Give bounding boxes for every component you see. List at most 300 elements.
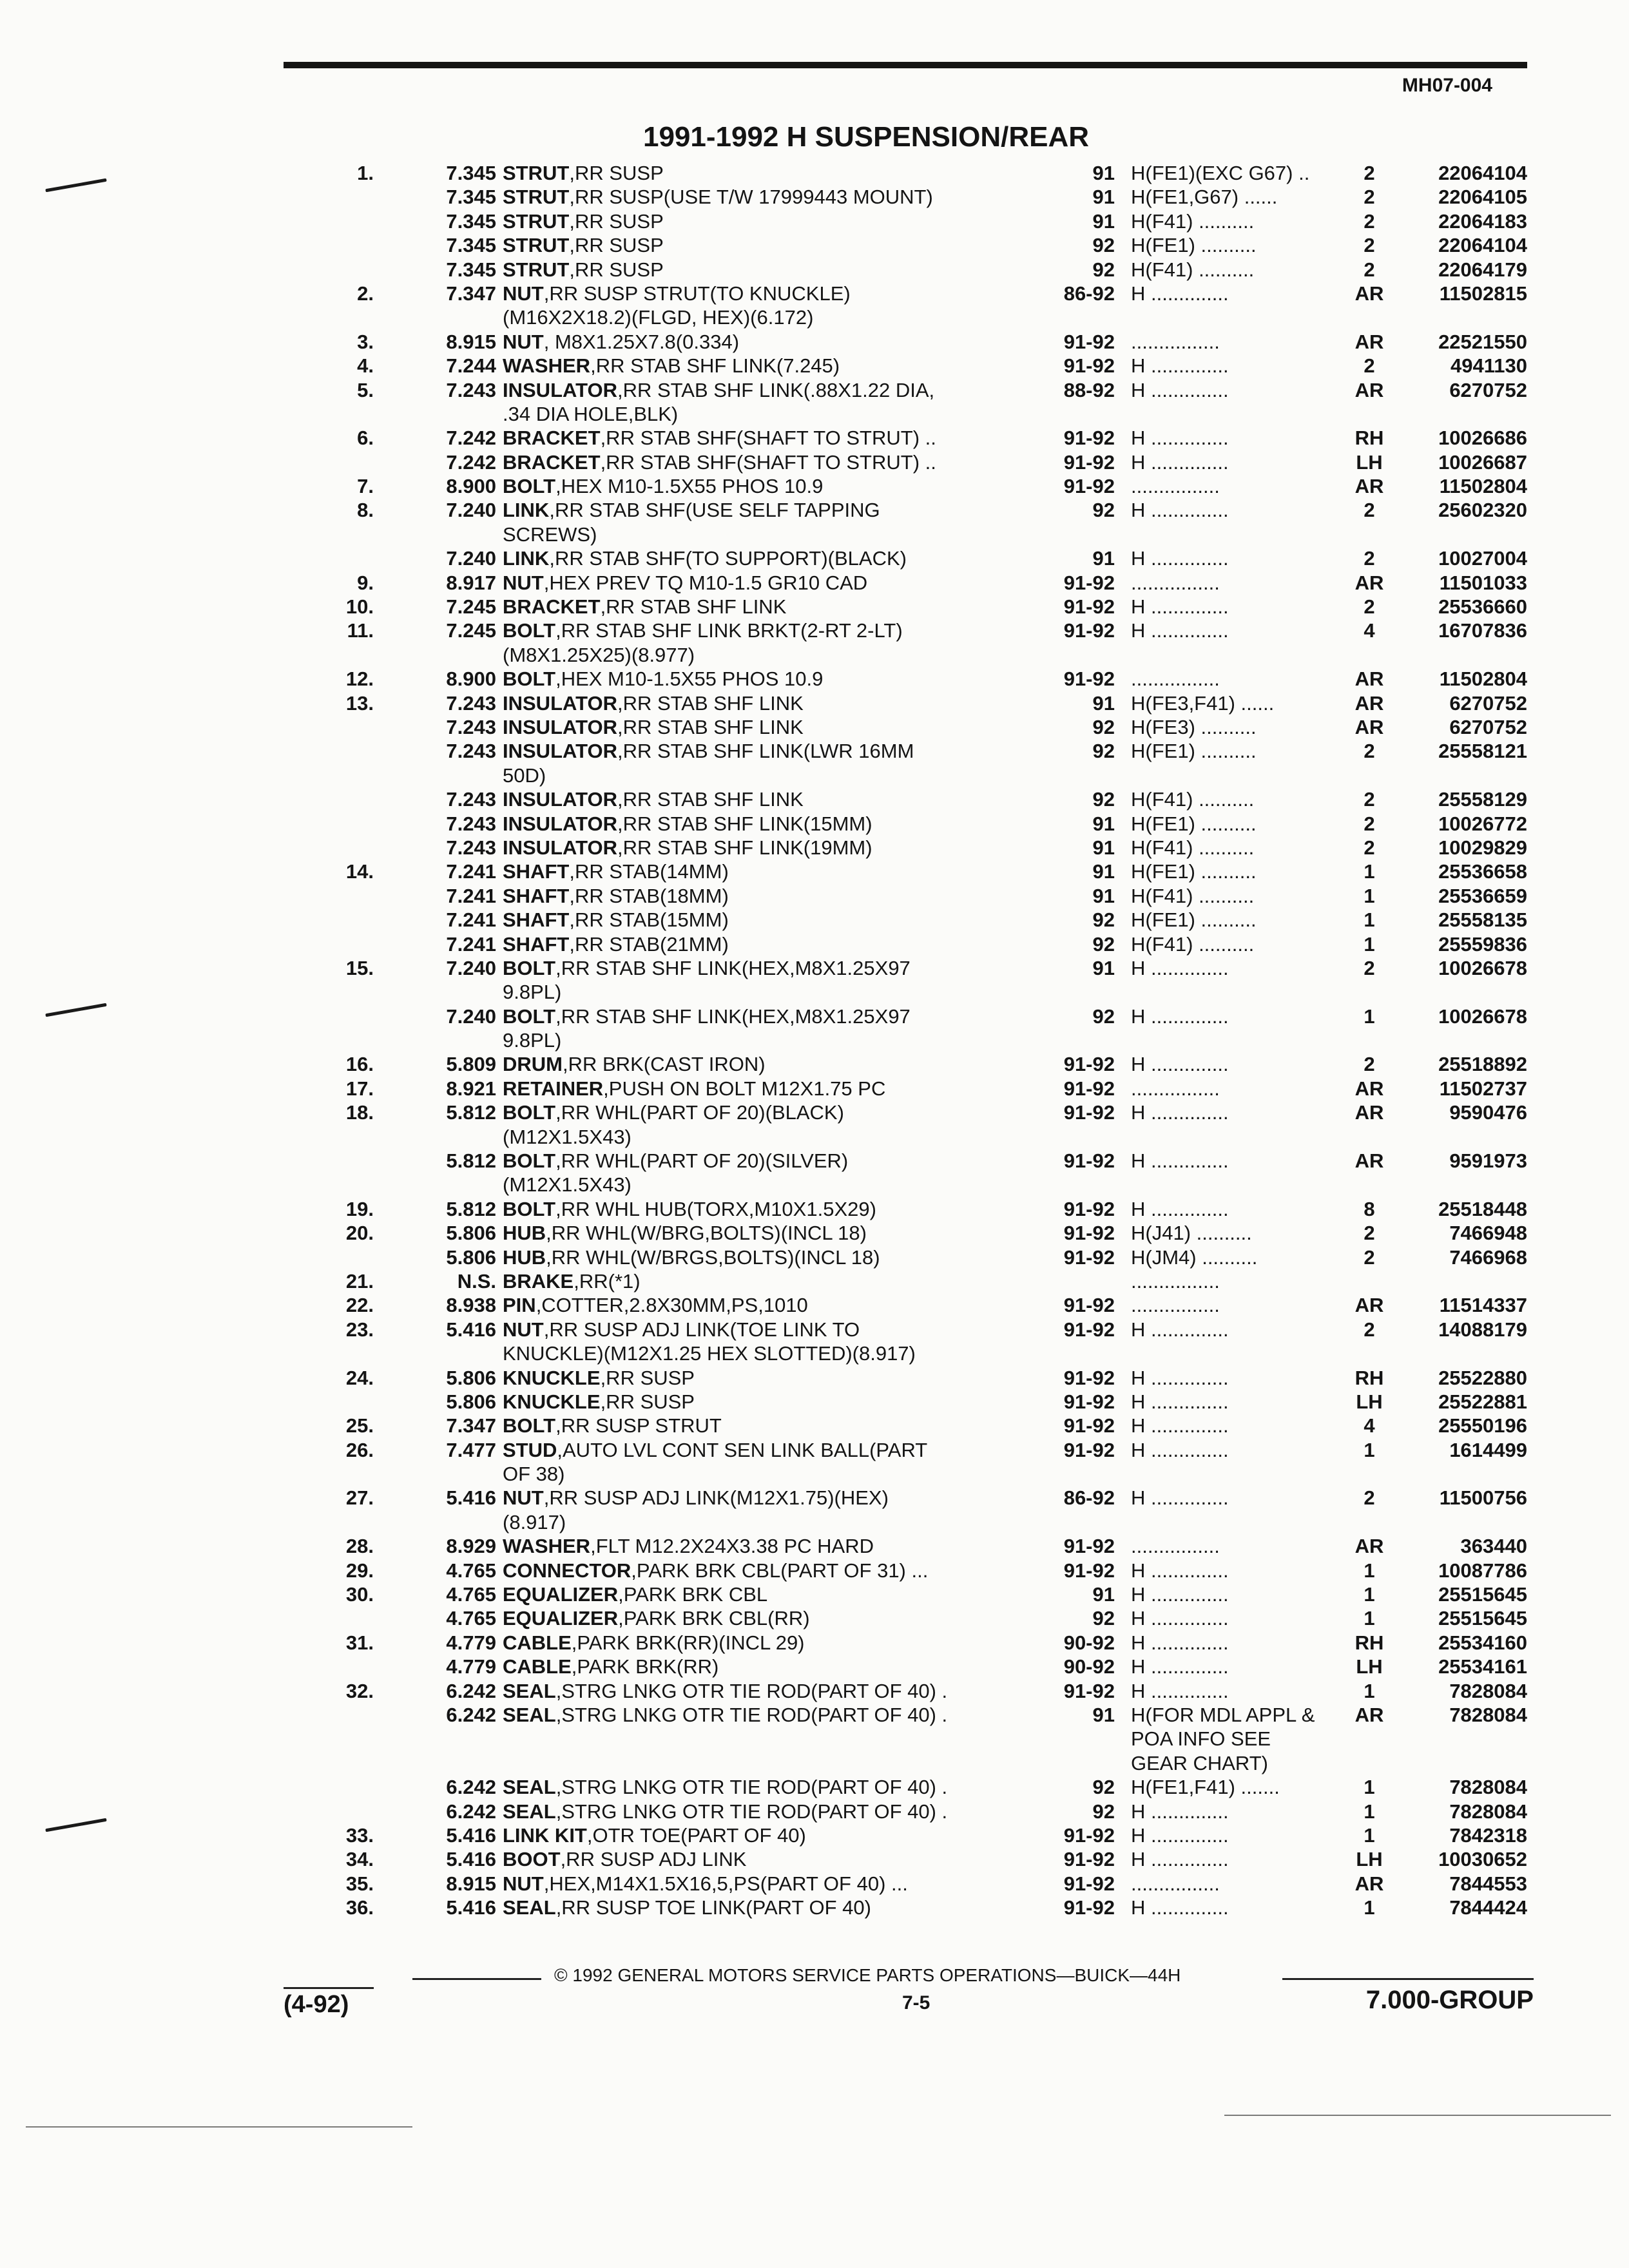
quantity: 2 [1364, 812, 1375, 835]
table-row [309, 1052, 1540, 1076]
footer-copyright: © 1992 GENERAL MOTORS SERVICE PARTS OPERATIONS—BUICK—44H [554, 1965, 1181, 1985]
quantity: AR [1354, 1077, 1384, 1100]
part-detail: ,RR STAB SHF(SHAFT TO STRUT) .. [600, 450, 936, 474]
table-row [309, 1606, 1540, 1630]
part-name: KNUCKLE [503, 1390, 601, 1413]
group-number: 4.765 [446, 1607, 496, 1630]
quantity: 2 [1364, 547, 1375, 570]
group-number: 7.244 [446, 354, 496, 378]
model-year: 91-92 [1063, 619, 1115, 642]
part-name: HUB [503, 1222, 546, 1245]
part-detail: ,RR STAB(15MM) [569, 908, 729, 932]
part-number: 10087786 [1438, 1559, 1527, 1582]
series: H(FE1,G67) ...... [1131, 186, 1278, 209]
table-row [309, 1510, 1540, 1534]
part-detail: ,RR SUSP [600, 1366, 695, 1389]
quantity: 4 [1364, 1414, 1375, 1437]
part-name: STRUT [503, 234, 570, 257]
quantity: 1 [1364, 1607, 1375, 1630]
footer-date: (4-92) [284, 1991, 349, 2018]
table-row [309, 1004, 1540, 1028]
group-number: 4.765 [446, 1559, 496, 1582]
part-number: 22521550 [1438, 330, 1527, 353]
quantity: 2 [1364, 595, 1375, 619]
series: H(JM4) .......... [1131, 1245, 1258, 1269]
description [503, 764, 1153, 787]
part-detail: ,RR WHL(PART OF 20)(BLACK) [555, 1101, 844, 1124]
group-number: 7.477 [446, 1438, 496, 1461]
part-name: NUT [503, 282, 544, 305]
description [503, 1173, 1153, 1196]
group-number: 7.345 [446, 162, 496, 184]
table-row [309, 1582, 1540, 1606]
ref-number: 34. [345, 1848, 374, 1871]
part-name: INSULATOR [503, 788, 617, 811]
ref-number: 33. [345, 1823, 374, 1847]
part-detail: (8.917) [503, 1510, 566, 1533]
table-row [309, 161, 1540, 185]
series: H .............. [1131, 956, 1229, 979]
model-year: 91 [1092, 209, 1115, 233]
part-detail: ,RR SUSP [569, 258, 664, 281]
ref-number: 28. [345, 1535, 374, 1558]
table-row [309, 1028, 1540, 1052]
series: ................ [1131, 1077, 1220, 1100]
part-name: BOLT [503, 1414, 556, 1437]
ref-number: 3. [357, 330, 374, 353]
part-number: 22064183 [1438, 209, 1527, 233]
part-number: 7842318 [1449, 1823, 1527, 1847]
part-name: STUD [503, 1438, 557, 1461]
ref-number: 19. [345, 1197, 374, 1220]
part-detail: ,RR STAB SHF LINK [617, 788, 804, 811]
series: H .............. [1131, 1896, 1229, 1919]
table-row [309, 426, 1540, 450]
series: H .............. [1131, 499, 1229, 522]
quantity: AR [1354, 691, 1384, 715]
quantity: 1 [1364, 1896, 1375, 1919]
quantity: 1 [1364, 1583, 1375, 1606]
model-year: 91-92 [1063, 1679, 1115, 1702]
series: H .............. [1131, 1149, 1229, 1173]
table-row [309, 209, 1540, 233]
part-number: 11500756 [1439, 1486, 1527, 1510]
ref-number: 36. [345, 1896, 374, 1919]
description [503, 1510, 1153, 1534]
quantity: AR [1354, 1704, 1384, 1726]
part-name: NUT [503, 1486, 544, 1510]
series: H .............. [1131, 1366, 1229, 1389]
table-row [309, 884, 1540, 908]
quantity: 2 [1364, 788, 1375, 811]
quantity: 8 [1364, 1197, 1375, 1220]
part-number: 25602320 [1438, 499, 1527, 522]
table-row [309, 354, 1540, 378]
table-row [309, 1414, 1540, 1437]
part-detail: ,RR STAB(21MM) [569, 932, 729, 956]
group-number: 7.345 [446, 234, 496, 257]
series: H .............. [1131, 1823, 1229, 1847]
description [503, 1341, 1153, 1365]
part-name: STRUT [503, 162, 570, 184]
series: ................ [1131, 1269, 1220, 1293]
group-number: N.S. [457, 1269, 496, 1293]
series: H(FOR MDL APPL & [1131, 1704, 1315, 1726]
quantity: AR [1354, 571, 1384, 594]
part-name: BOLT [503, 1149, 556, 1173]
ref-number: 18. [345, 1101, 374, 1124]
series: H .............. [1131, 1414, 1229, 1437]
description [503, 1462, 1153, 1486]
part-name: PIN [503, 1294, 536, 1317]
model-year: 91-92 [1063, 1294, 1115, 1317]
part-detail: KNUCKLE)(M12X1.25 HEX SLOTTED)(8.917) [503, 1342, 916, 1365]
part-detail: ,PARK BRK(RR)(INCL 29) [571, 1631, 805, 1654]
table-row [309, 1125, 1540, 1149]
series: H .............. [1131, 1053, 1229, 1076]
part-name: SHAFT [503, 932, 570, 956]
table-row [309, 305, 1540, 329]
part-detail: ,HEX PREV TQ M10-1.5 GR10 CAD [543, 571, 868, 594]
part-detail: ,HEX M10-1.5X55 PHOS 10.9 [555, 668, 824, 691]
quantity: 2 [1364, 186, 1375, 209]
table-row [309, 571, 1540, 595]
ref-number: 31. [345, 1631, 374, 1654]
scan-line [26, 2126, 412, 2128]
model-year: 91 [1092, 956, 1115, 979]
model-year: 91 [1092, 836, 1115, 859]
part-name: INSULATOR [503, 691, 617, 715]
part-number: 14088179 [1438, 1318, 1527, 1341]
ref-number: 1. [357, 162, 374, 184]
quantity: LH [1356, 450, 1383, 474]
part-number: 16707836 [1438, 619, 1527, 642]
ref-number: 2. [357, 282, 374, 305]
quantity: LH [1356, 1848, 1383, 1871]
group-number: 5.809 [446, 1053, 496, 1076]
group-number: 7.243 [446, 812, 496, 835]
series: H(J41) .......... [1131, 1222, 1252, 1245]
group-number: 4.779 [446, 1631, 496, 1654]
series: H(F41) .......... [1131, 884, 1255, 907]
series: H .............. [1131, 354, 1229, 378]
part-detail: ,RR STAB SHF LINK(15MM) [617, 812, 872, 835]
table-row [309, 691, 1540, 715]
group-number: 5.416 [446, 1848, 496, 1871]
table-row [309, 1100, 1540, 1124]
model-year: 91 [1092, 186, 1115, 209]
part-number: 10027004 [1438, 547, 1527, 570]
model-year: 92 [1092, 1607, 1115, 1630]
model-year: 91-92 [1063, 595, 1115, 619]
model-year: 91-92 [1063, 1559, 1115, 1582]
part-name: BRACKET [503, 595, 601, 619]
table-row [309, 836, 1540, 860]
model-year: 91-92 [1063, 354, 1115, 378]
margin-mark [45, 1003, 106, 1017]
series: ................ [1131, 1294, 1220, 1317]
quantity: 2 [1364, 499, 1375, 522]
table-row [309, 1679, 1540, 1703]
scan-line [1224, 2115, 1611, 2116]
quantity: AR [1354, 1294, 1384, 1317]
quantity: AR [1354, 1535, 1384, 1558]
part-detail: ,RR STAB SHF(USE SELF TAPPING [549, 499, 880, 522]
part-name: INSULATOR [503, 740, 617, 763]
table-row [309, 643, 1540, 667]
part-detail: (M12X1.5X43) [503, 1125, 631, 1148]
model-year: 91 [1092, 812, 1115, 835]
group-number: 7.242 [446, 427, 496, 450]
part-name: CABLE [503, 1655, 572, 1678]
series: H .............. [1131, 378, 1229, 401]
part-name: INSULATOR [503, 836, 617, 859]
part-detail: ,RR WHL(W/BRGS,BOLTS)(INCL 18) [546, 1245, 880, 1269]
part-number: 22064104 [1438, 234, 1527, 257]
series: ................ [1131, 1872, 1220, 1895]
model-year: 90-92 [1063, 1655, 1115, 1678]
quantity: 1 [1364, 1438, 1375, 1461]
quantity: RH [1354, 427, 1384, 450]
part-detail: ,RR STAB SHF LINK(HEX,M8X1.25X97 [555, 1004, 911, 1028]
series: H(F41) .......... [1131, 932, 1255, 956]
margin-mark [45, 1818, 106, 1832]
part-name: BOLT [503, 619, 556, 642]
group-number: 6.242 [446, 1776, 496, 1799]
model-year: 91 [1092, 162, 1115, 184]
part-name: NUT [503, 330, 544, 353]
group-number: 6.242 [446, 1704, 496, 1726]
table-row [309, 1197, 1540, 1221]
series: H .............. [1131, 1679, 1229, 1702]
table-row [309, 1775, 1540, 1799]
description [503, 1125, 1153, 1149]
model-year: 91-92 [1063, 571, 1115, 594]
series: H(FE1) .......... [1131, 860, 1257, 883]
group-number: 8.929 [446, 1535, 496, 1558]
model-year: 91 [1092, 1583, 1115, 1606]
part-name: BOLT [503, 956, 556, 979]
ref-number: 14. [345, 860, 374, 883]
part-number: 7828084 [1449, 1776, 1527, 1799]
quantity: 2 [1364, 1222, 1375, 1245]
part-number: 11502804 [1439, 668, 1527, 691]
model-year: 91 [1092, 547, 1115, 570]
model-year: 86-92 [1063, 282, 1115, 305]
part-number: 10030652 [1438, 1848, 1527, 1871]
part-name: WASHER [503, 1535, 591, 1558]
part-detail: ,HEX M10-1.5X55 PHOS 10.9 [555, 475, 824, 498]
group-number: 7.345 [446, 186, 496, 209]
quantity: AR [1354, 1872, 1384, 1895]
table-row [309, 498, 1540, 522]
part-name: EQUALIZER [503, 1583, 619, 1606]
part-number: 25536660 [1438, 595, 1527, 619]
part-name: INSULATOR [503, 715, 617, 738]
part-number: 11514337 [1439, 1294, 1527, 1317]
group-number: 7.240 [446, 956, 496, 979]
group-number: 7.241 [446, 884, 496, 907]
group-number: 7.347 [446, 282, 496, 305]
group-number: 5.806 [446, 1366, 496, 1389]
group-number: 5.416 [446, 1896, 496, 1919]
quantity: LH [1356, 1390, 1383, 1413]
part-detail: ,RR STAB SHF LINK [617, 691, 804, 715]
series: H(F41) .......... [1131, 209, 1255, 233]
table-row [309, 787, 1540, 811]
group-number: 5.806 [446, 1390, 496, 1413]
model-year: 91-92 [1063, 1414, 1115, 1437]
ref-number: 35. [345, 1872, 374, 1895]
footer-rule-left [412, 1978, 541, 1980]
table-row [309, 330, 1540, 354]
part-number: 25522881 [1438, 1390, 1527, 1413]
description [503, 1028, 1153, 1052]
model-year: 91-92 [1063, 1848, 1115, 1871]
model-year: 91-92 [1063, 427, 1115, 450]
description [503, 980, 1153, 1004]
model-year: 91-92 [1063, 330, 1115, 353]
series: H(FE1) .......... [1131, 740, 1257, 763]
quantity: 2 [1364, 354, 1375, 378]
model-year: 92 [1092, 1776, 1115, 1799]
part-number: 6270752 [1449, 378, 1527, 401]
group-number: 7.345 [446, 209, 496, 233]
model-year: 91-92 [1063, 1101, 1115, 1124]
model-year: 92 [1092, 932, 1115, 956]
ref-number: 22. [345, 1294, 374, 1317]
part-detail: ,STRG LNKG OTR TIE ROD(PART OF 40) . [555, 1679, 948, 1702]
series: H(F41) .......... [1131, 836, 1255, 859]
ref-number: 15. [345, 956, 374, 979]
part-detail: ,STRG LNKG OTR TIE ROD(PART OF 40) . [555, 1800, 948, 1823]
part-detail: ,HEX,M14X1.5X16,5,PS(PART OF 40) ... [543, 1872, 908, 1895]
part-detail: ,FLT M12.2X24X3.38 PC HARD [590, 1535, 874, 1558]
quantity: 4 [1364, 619, 1375, 642]
quantity: AR [1354, 330, 1384, 353]
part-name: NUT [503, 1872, 544, 1895]
group-number: 6.242 [446, 1800, 496, 1823]
quantity: 1 [1364, 860, 1375, 883]
part-detail: ,OTR TOE(PART OF 40) [586, 1823, 806, 1847]
group-number: 7.241 [446, 908, 496, 932]
model-year: 91-92 [1063, 1197, 1115, 1220]
part-number: 10026678 [1438, 1004, 1527, 1028]
quantity: AR [1354, 668, 1384, 691]
table-row [309, 402, 1540, 426]
part-detail: ,RR SUSP(USE T/W 17999443 MOUNT) [569, 186, 933, 209]
margin-mark [45, 178, 106, 193]
ref-number: 25. [345, 1414, 374, 1437]
group-number: 5.812 [446, 1149, 496, 1173]
ref-number: 27. [345, 1486, 374, 1510]
part-detail: ,PUSH ON BOLT M12X1.75 PC [603, 1077, 886, 1100]
quantity: 2 [1364, 956, 1375, 979]
group-number: 7.245 [446, 619, 496, 642]
part-number: 25534160 [1438, 1631, 1527, 1654]
group-number: 7.347 [446, 1414, 496, 1437]
quantity: 2 [1364, 1053, 1375, 1076]
quantity: 2 [1364, 258, 1375, 281]
part-number: 11502815 [1439, 282, 1527, 305]
table-row [309, 739, 1540, 763]
part-name: KNUCKLE [503, 1366, 601, 1389]
table-row [309, 956, 1540, 980]
group-number: 7.245 [446, 595, 496, 619]
series: ................ [1131, 1535, 1220, 1558]
quantity: 2 [1364, 836, 1375, 859]
part-detail: ,RR STAB SHF(SHAFT TO STRUT) .. [600, 427, 936, 450]
part-number: 22064105 [1438, 186, 1527, 209]
group-number: 7.243 [446, 715, 496, 738]
part-detail: ,AUTO LVL CONT SEN LINK BALL(PART [557, 1438, 928, 1461]
part-detail: ,RR STAB SHF LINK BRKT(2-RT 2-LT) [555, 619, 903, 642]
part-detail: 9.8PL) [503, 981, 562, 1004]
part-detail: ,RR SUSP ADJ LINK [560, 1848, 747, 1871]
description [503, 1269, 1153, 1293]
table-row [309, 1293, 1540, 1317]
part-number: 25558135 [1438, 908, 1527, 932]
part-number: 363440 [1460, 1535, 1527, 1558]
part-name: SEAL [503, 1679, 556, 1702]
group-number: 5.812 [446, 1101, 496, 1124]
series: H .............. [1131, 1655, 1229, 1678]
model-year: 92 [1092, 234, 1115, 257]
model-year: 91-92 [1063, 1053, 1115, 1076]
quantity: 1 [1364, 1776, 1375, 1799]
part-number: 25518448 [1438, 1197, 1527, 1220]
part-name: SEAL [503, 1704, 556, 1726]
part-name: LINK [503, 499, 550, 522]
quantity: 2 [1364, 1318, 1375, 1341]
part-number: 25515645 [1438, 1583, 1527, 1606]
ref-number: 4. [357, 354, 374, 378]
ref-number: 17. [345, 1077, 374, 1100]
part-number: 6270752 [1449, 691, 1527, 715]
part-name: BRACKET [503, 450, 601, 474]
table-row [309, 282, 1540, 305]
part-number: 9590476 [1449, 1101, 1527, 1124]
ref-number: 8. [357, 499, 374, 522]
series: H .............. [1131, 1583, 1229, 1606]
part-number: 25536659 [1438, 884, 1527, 907]
part-name: SEAL [503, 1896, 556, 1919]
part-number: 4941130 [1451, 354, 1527, 378]
part-detail: SCREWS) [503, 523, 597, 546]
part-name: HUB [503, 1245, 546, 1269]
series: H .............. [1131, 1438, 1229, 1461]
part-detail: ,COTTER,2.8X30MM,PS,1010 [535, 1294, 808, 1317]
series: H .............. [1131, 1848, 1229, 1871]
quantity: AR [1354, 282, 1384, 305]
series: ................ [1131, 330, 1220, 353]
group-number: 4.779 [446, 1655, 496, 1678]
part-number: 7844424 [1449, 1896, 1527, 1919]
part-detail: ,RR WHL(PART OF 20)(SILVER) [555, 1149, 849, 1173]
part-detail: ,RR STAB SHF LINK(7.245) [590, 354, 840, 378]
footer-rule-right [1282, 1978, 1534, 1980]
table-row [309, 1486, 1540, 1510]
part-detail: ,RR WHL(W/BRG,BOLTS)(INCL 18) [546, 1222, 867, 1245]
part-detail: ,RR WHL HUB(TORX,M10X1.5X29) [555, 1197, 876, 1220]
model-year: 91-92 [1063, 475, 1115, 498]
part-detail: ,RR SUSP STRUT [555, 1414, 722, 1437]
table-row [309, 860, 1540, 883]
quantity: 1 [1364, 1800, 1375, 1823]
table-row [309, 1077, 1540, 1100]
description [503, 305, 1153, 329]
model-year: 91-92 [1063, 1077, 1115, 1100]
